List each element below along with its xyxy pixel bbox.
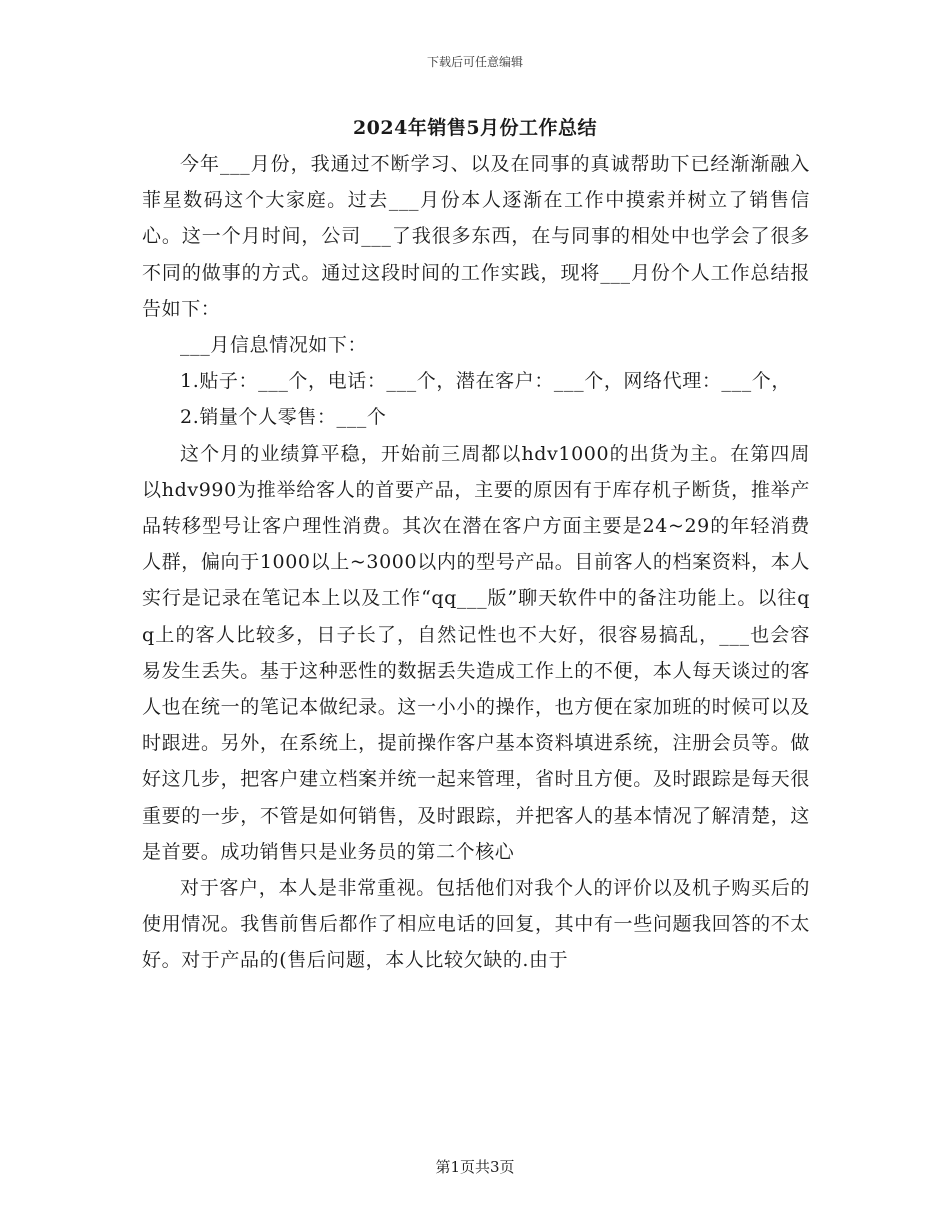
paragraph-intro: 今年___月份，我通过不断学习、以及在同事的真诚帮助下已经渐渐融入菲星数码这个大家庭。过去___月份本人逐渐在工作中摸索并树立了销售信心。这一个月时间，公司___了我很多东西，在与同事的相处中也学会了很多不同的做事的方式。通过这段时间的工作实践，现将___月份个人工作总结报告如下： [142,153,810,320]
paragraph-performance: 这个月的业绩算平稳，开始前三周都以hdv1000的出货为主。在第四周以hdv990为推举给客人的首要产品，主要的原因有于库存机子断货，推举产品转移型号让客户理性消费。其次在潜在客户方面主要是24~29的年轻消费人群，偏向于1000以上~3000以内的型号产品。目前客人的档案资料，本人实行是记录在笔记本上以及工作“qq___版”聊天软件中的备注功能上。以往qq上的客人比较多，日子长了，自然记性也不大好，很容易搞乱，___也会容易发生丢失。基于这种恶性的数据丢失造成工作上的不便，本人每天谈过的客人也在统一的笔记本做纪录。这一小小的操作，也方便在家加班的时候可以及时跟进。另外，在系统上，提前操作客户基本资料填进系统，注册会员等。做好这几步，把客户建立档案并统一起来管理，省时且方便。及时跟踪是每天很重要的一步，不管是如何销售，及时跟踪，并把客人的基本情况了解清楚，这是首要。成功销售只是业务员的第二个核心 [142,442,810,863]
document-title: 2024年销售5月份工作总结 [352,117,598,139]
paragraph-info-item-2: 2.销量个人零售：___个 [180,406,387,429]
paragraph-info-item-1: 1.贴子：___个，电话：___个，潜在客户：___个，网络代理：___个， [180,370,791,393]
paragraph-info-heading: ___月信息情况如下： [180,334,368,357]
paragraph-customers: 对于客户，本人是非常重视。包括他们对我个人的评价以及机子购买后的使用情况。我售前售后都作了相应电话的回复，其中有一些问题我回答的不太好。对于产品的(售后问题，本人比较欠缺的.由于 [142,877,810,972]
page-header-note: 下载后可任意编辑 [426,55,523,69]
page-footer-indicator: 第1页共3页 [435,1158,515,1176]
document-body [142,146,810,979]
